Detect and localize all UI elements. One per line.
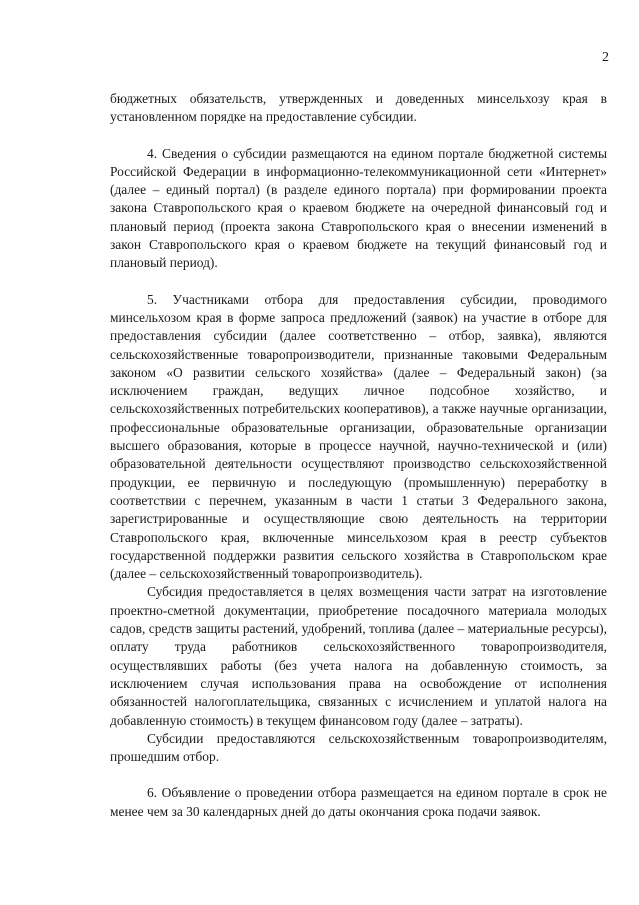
paragraph-subsidy-recipients: Субсидии предоставляются сельскохозяйственным товаропроизводителям, прошедшим отбор.: [110, 730, 607, 765]
document-body: [110, 90, 607, 821]
page-number: 2: [602, 50, 609, 65]
paragraph-section-5: 5. Участниками отбора для предоставления субсидии, проводимого минсельхозом края в форме запроса предложений (заявок) на участие в отборе для предоставления субсидии (далее соответственно – отбор, заявка), являются сельскохозяйственные товаропроизводители, признанные таковыми Федеральным законом «О развитии сельского хозяйства» (далее – Федеральный закон) (за исключением граждан, ведущих личное подсобное хозяйство, и сельскохозяйственных потребительских кооперативов), а также научные организации, профессиональные образовательные организации, образовательные организации высшего образования, которые в процессе научной, научно-технической и (или) образовательной деятельности осуществляют производство сельскохозяйственной продукции, ее первичную и последующую (промышленную) переработку в соответствии с перечнем, указанным в части 1 статьи 3 Федерального закона, зарегистрированные и осуществляющие свою деятельность на территории Ставропольского края, включенные минсельхозом края в реестр субъектов государственной поддержки развития сельского хозяйства в Ставропольском крае (далее – сельскохозяйственный товаропроизводитель).: [110, 291, 607, 582]
paragraph-section-4: 4. Сведения о субсидии размещаются на едином портале бюджетной системы Российской Федерации в информационно-телекоммуникационной сети «Интернет» (далее – единый портал) (в разделе единого портала) при формировании проекта закона Ставропольского края о краевом бюджете на очередной финансовый год и плановый период (проекта закона Ставропольского края о внесении изменений в закон Ставропольского края о краевом бюджете на текущий финансовый год и плановый период).: [110, 145, 607, 271]
paragraph-continuation: бюджетных обязательств, утвержденных и доведенных минсельхозу края в установленном порядке на предоставление субсидии.: [110, 91, 607, 125]
paragraph-subsidy-purpose: Субсидия предоставляется в целях возмещения части затрат на изготовление проектно-сметной документации, приобретение посадочного материала молодых садов, средств защиты растений, удобрений, топлива (далее – материальные ресурсы), оплату труда работников сельскохозяйственного товаропроизводителя, осуществлявших работы (без учета налога на добавленную стоимость, за исключением случая использования права на освобождение от исполнения обязанностей налогоплательщика, связанных с исчислением и уплатой налога на добавленную стоимость) в текущем финансовом году (далее – затраты).: [110, 584, 607, 728]
paragraph-section-6: 6. Объявление о проведении отбора размещается на едином портале в срок не менее чем за 30 календарных дней до даты окончания срока подачи заявок.: [110, 785, 607, 819]
